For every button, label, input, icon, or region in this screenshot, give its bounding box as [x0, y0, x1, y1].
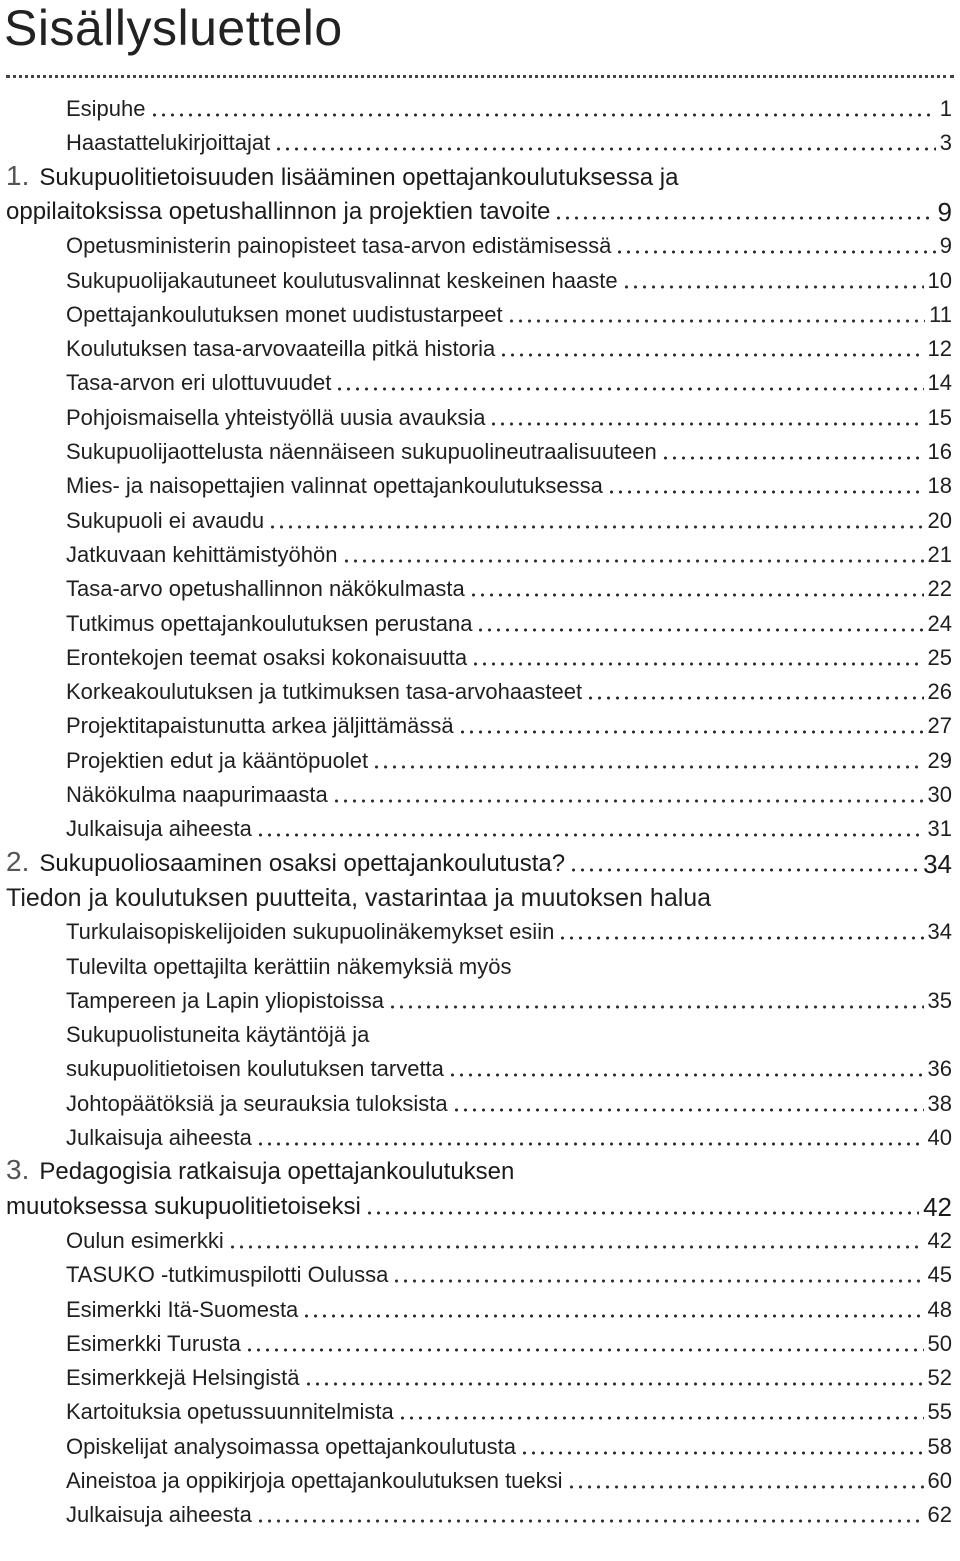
toc-page-number: 40 — [927, 1125, 952, 1150]
dot-leader — [392, 1268, 923, 1284]
toc-entry-text: Esimerkkejä Helsingistä — [66, 1365, 300, 1391]
toc-page-number: 55 — [927, 1399, 952, 1425]
dot-leader — [469, 582, 924, 598]
toc-entry — [0, 1496, 960, 1530]
toc-page-number: 9 — [939, 233, 952, 259]
title-dotted-rule — [6, 75, 954, 78]
toc-page-number: 3 — [939, 130, 952, 156]
toc-entry-title — [66, 1329, 241, 1359]
toc-entry — [0, 1153, 960, 1187]
toc-entry — [0, 536, 960, 570]
toc-entry — [0, 1222, 960, 1256]
toc-entry-text: Esimerkki Itä-Suomesta — [66, 1296, 299, 1322]
dot-leader — [302, 1303, 923, 1319]
toc-entry-title — [66, 574, 465, 604]
toc-entry-text: Kartoituksia opetussuunnitelmista — [66, 1399, 394, 1425]
toc-entry — [0, 1256, 960, 1290]
toc-entry-title — [66, 437, 657, 467]
dot-leader — [268, 514, 923, 530]
toc-page-number: 58 — [927, 1433, 952, 1459]
toc-entry — [0, 570, 960, 604]
toc-entry-title — [66, 540, 338, 570]
dot-leader — [622, 274, 924, 290]
toc-entry-text: Sukupuolijaottelusta näennäiseen sukupuolineutraalisuuteen — [66, 439, 657, 464]
toc-entry-title — [66, 609, 472, 639]
toc-entry-title — [66, 1500, 252, 1530]
toc-entry-title — [66, 677, 582, 707]
toc-page-number: 20 — [927, 507, 952, 533]
chapter-number: 1. — [6, 159, 30, 191]
toc-entry-text: Tutkimus opettajankoulutuksen perustana — [66, 610, 473, 636]
toc-entry — [0, 90, 960, 124]
toc-entry-text: Pohjoismaisella yhteistyöllä uusia avauksia — [66, 404, 486, 430]
toc-entry-text: Tasa-arvon eri ulottuvuudet — [66, 370, 332, 396]
toc-page-number: 38 — [927, 1090, 952, 1116]
dot-leader — [471, 651, 923, 667]
toc-page-number: 42 — [927, 1227, 952, 1253]
toc-page-number: 36 — [927, 1056, 952, 1082]
dot-leader — [372, 754, 923, 770]
toc-page-number: 9 — [937, 196, 952, 227]
toc-entry-title — [66, 986, 384, 1016]
toc-entry — [0, 913, 960, 947]
toc-entry — [0, 262, 960, 296]
toc-entry-title — [66, 1260, 388, 1290]
toc-entry — [0, 982, 960, 1016]
toc-entry — [0, 1428, 960, 1462]
toc-page-number: 24 — [927, 610, 952, 636]
toc-entry-text: Aineistoa ja oppikirjoja opettajankoulutuksen tueksi — [66, 1468, 563, 1493]
dot-leader — [586, 685, 923, 701]
toc-entry — [0, 605, 960, 639]
toc-entry-text: Turkulaisopiskelijoiden sukupuolinäkemykset esiin — [66, 919, 555, 945]
toc-entry-text: Sukupuoli ei avaudu — [66, 507, 265, 533]
toc-entry — [0, 1016, 960, 1050]
dot-leader — [228, 1234, 924, 1250]
dot-leader — [304, 1371, 924, 1387]
toc-entry-title — [66, 368, 331, 398]
toc-entry-text: Tiedon ja koulutuksen puutteita, vastarintaa ja muutoksen halua — [6, 883, 712, 912]
toc-entry — [0, 707, 960, 741]
toc-entry-text: Projektien edut ja kääntöpuolet — [66, 747, 369, 773]
toc-entry-title — [66, 1466, 563, 1496]
dot-leader — [448, 1062, 924, 1078]
toc-entry — [0, 502, 960, 536]
dot-leader — [558, 925, 923, 941]
toc-entry-title — [66, 1363, 300, 1393]
toc-entry-text: oppilaitoksissa opetushallinnon ja projektien tavoite — [6, 197, 551, 225]
toc-entry-text: Näkökulma naapurimaasta — [66, 782, 328, 807]
toc-page-number: 14 — [927, 370, 952, 396]
toc-entry-title — [66, 1295, 298, 1325]
toc-entry-title — [66, 506, 264, 536]
toc-page-number: 10 — [927, 267, 952, 293]
toc-page-number: 25 — [927, 644, 952, 670]
dot-leader — [499, 342, 923, 358]
toc-entry-title — [6, 197, 550, 227]
toc-entry-text: Johtopäätöksiä ja seurauksia tuloksista — [66, 1090, 448, 1116]
toc-entry — [0, 1291, 960, 1325]
toc-entry-text: Korkeakoulutuksen ja tutkimuksen tasa-arvohaasteet — [66, 679, 583, 705]
toc-entry — [0, 742, 960, 776]
toc-entry-title — [6, 161, 678, 193]
dot-leader — [245, 1337, 924, 1353]
toc-entry-title — [66, 1397, 394, 1427]
dot-leader — [335, 376, 923, 392]
toc-entry-text: Esipuhe — [66, 96, 146, 121]
toc-entry-text: sukupuolitietoisen koulutuksen tarvetta — [66, 1056, 444, 1082]
dot-leader — [520, 1440, 923, 1456]
toc-entry-title — [66, 711, 454, 741]
toc-entry-title — [66, 1020, 369, 1050]
toc-entry — [0, 193, 960, 227]
toc-entry-text: Tulevilta opettajilta kerättiin näkemyksiä myös — [66, 953, 512, 979]
toc-entry-text: Opetusministerin painopisteet tasa-arvon edistämisessä — [66, 233, 612, 259]
toc-entry-text: Pedagogisia ratkaisuja opettajankoulutuksen — [39, 1158, 515, 1186]
chapter-number: 2. — [6, 845, 30, 877]
toc-entry — [0, 810, 960, 844]
toc-entry-title — [66, 94, 146, 124]
toc-page-number: 29 — [927, 747, 952, 773]
toc-entry — [0, 124, 960, 158]
toc-entry — [0, 948, 960, 982]
toc-entry — [0, 433, 960, 467]
toc-entry — [0, 1462, 960, 1496]
toc-entry — [0, 159, 960, 193]
toc-entry-text: Julkaisuja aiheesta — [66, 1125, 252, 1150]
toc-entry-text: Projektitapaistunutta arkea jäljittämässä — [66, 713, 454, 739]
toc-entry-text: Oulun esimerkki — [66, 1227, 224, 1253]
toc-entry-text: muutoksessa sukupuolitietoiseksi — [6, 1192, 361, 1220]
toc-entry — [0, 467, 960, 501]
dot-leader — [476, 617, 923, 633]
dot-leader — [569, 857, 919, 873]
toc-entry-title — [66, 403, 485, 433]
dot-leader — [256, 1131, 924, 1147]
toc-entry — [0, 399, 960, 433]
toc-entry-title — [66, 1432, 516, 1462]
toc-page-number: 52 — [927, 1365, 952, 1391]
toc-entry-text: Erontekojen teemat osaksi kokonaisuutta — [66, 644, 468, 670]
toc-page-number: 35 — [927, 987, 952, 1013]
toc-entry-text: Mies- ja naisopettajien valinnat opettajankoulutuksessa — [66, 473, 603, 499]
dot-leader — [458, 719, 924, 735]
toc-page-number: 31 — [927, 816, 952, 842]
toc-entry-title — [6, 1155, 514, 1187]
toc-entry-text: Sukupuolistuneita käytäntöjä ja — [66, 1022, 370, 1048]
toc-entry — [0, 639, 960, 673]
toc-entry — [0, 879, 960, 913]
toc-entry-title — [66, 746, 368, 776]
toc-entry-text: Julkaisuja aiheesta — [66, 816, 252, 842]
toc-page-number: 16 — [927, 439, 952, 464]
dot-leader — [567, 1474, 924, 1490]
toc-entry — [0, 1393, 960, 1427]
toc-page-number: 45 — [927, 1262, 952, 1288]
toc-entry-title — [66, 300, 503, 330]
toc-entry-title — [66, 1226, 224, 1256]
toc-entry-title — [66, 643, 467, 673]
toc-entry-title — [66, 917, 554, 947]
toc-entry — [0, 296, 960, 330]
toc-page-number: 15 — [927, 404, 952, 430]
toc-entry-title — [66, 128, 270, 158]
toc-entry-text: Opettajankoulutuksen monet uudistustarpeet — [66, 301, 503, 327]
toc-entry — [0, 364, 960, 398]
dot-leader — [554, 205, 933, 221]
toc-entry — [0, 330, 960, 364]
toc-entry-text: TASUKO -tutkimuspilotti Oulussa — [66, 1262, 389, 1288]
toc-entry-text: Jatkuvaan kehittämistyöhön — [66, 541, 338, 567]
toc-page-number: 62 — [927, 1502, 952, 1528]
dot-leader — [388, 994, 924, 1010]
dot-leader — [150, 102, 936, 118]
dot-leader — [507, 308, 926, 324]
toc-page-number: 11 — [929, 301, 952, 327]
toc-entry-text: Opiskelijat analysoimassa opettajankoulutusta — [66, 1433, 517, 1459]
toc-entry-title — [66, 1089, 448, 1119]
chapter-number: 3. — [6, 1154, 30, 1186]
dot-leader — [274, 136, 936, 152]
toc-entry-title — [66, 814, 252, 844]
toc-page-number: 18 — [927, 473, 952, 499]
toc-entry-title — [66, 231, 611, 261]
toc-entry-title — [66, 334, 495, 364]
toc-page-number: 50 — [927, 1330, 952, 1356]
toc-entry-title — [6, 847, 565, 879]
toc-entry — [0, 1119, 960, 1153]
toc-entry — [0, 1188, 960, 1222]
dot-leader — [342, 548, 924, 564]
toc-page-number: 12 — [927, 336, 952, 362]
toc-entry-title — [66, 780, 328, 810]
toc-entry — [0, 845, 960, 879]
toc-page-number: 22 — [927, 576, 952, 602]
toc-entry — [0, 1325, 960, 1359]
toc-entry-text: Koulutuksen tasa-arvovaateilla pitkä historia — [66, 336, 496, 362]
toc-entry-text: Tasa-arvo opetushallinnon näkökulmasta — [66, 576, 465, 602]
toc-entry — [0, 1359, 960, 1393]
toc-entry — [0, 776, 960, 810]
dot-leader — [661, 445, 924, 461]
toc-entry-title — [66, 471, 603, 501]
toc-page-number: 60 — [927, 1468, 952, 1493]
toc-page-number: 48 — [927, 1296, 952, 1322]
toc-page-number: 42 — [923, 1191, 952, 1222]
toc-entry-title — [66, 952, 511, 982]
toc-entry-text: Esimerkki Turusta — [66, 1330, 241, 1356]
toc-page-number: 30 — [927, 782, 952, 807]
dot-leader — [607, 479, 924, 495]
toc-entry-title — [6, 1192, 361, 1222]
toc-entry-text: Sukupuolijakautuneet koulutusvalinnat keskeinen haaste — [66, 267, 618, 293]
dot-leader — [365, 1200, 919, 1216]
toc-entry — [0, 227, 960, 261]
dot-leader — [256, 1508, 924, 1524]
toc-entry-text: Sukupuolitietoisuuden lisääminen opettajankoulutuksessa ja — [39, 163, 679, 191]
toc-entry-text: Julkaisuja aiheesta — [66, 1502, 252, 1528]
dot-leader — [615, 239, 935, 255]
toc-page-number: 1 — [939, 96, 952, 121]
toc-entry-title — [66, 1123, 252, 1153]
dot-leader — [452, 1097, 924, 1113]
dot-leader — [489, 411, 923, 427]
dot-leader — [256, 822, 924, 838]
toc-entry-title — [66, 1054, 444, 1084]
toc-entry-title — [66, 266, 618, 296]
toc-page-number: 26 — [927, 679, 952, 705]
toc-page-number: 27 — [927, 713, 952, 739]
toc-page-number: 34 — [927, 919, 952, 945]
dot-leader — [398, 1405, 924, 1421]
toc-entry — [0, 1050, 960, 1084]
toc-page-number: 34 — [923, 848, 952, 879]
page-title: Sisällysluettelo — [4, 0, 343, 56]
toc-entry-text: Tampereen ja Lapin yliopistoissa — [66, 987, 384, 1013]
dot-leader — [332, 788, 924, 804]
toc-entry — [0, 673, 960, 707]
toc-entry-text: Sukupuoliosaaminen osaksi opettajankoulutusta? — [39, 849, 566, 877]
toc-entry-title — [6, 883, 711, 913]
toc-page-number: 21 — [927, 541, 952, 567]
toc-entry — [0, 1085, 960, 1119]
toc-entry-text: Haastattelukirjoittajat — [66, 130, 271, 156]
